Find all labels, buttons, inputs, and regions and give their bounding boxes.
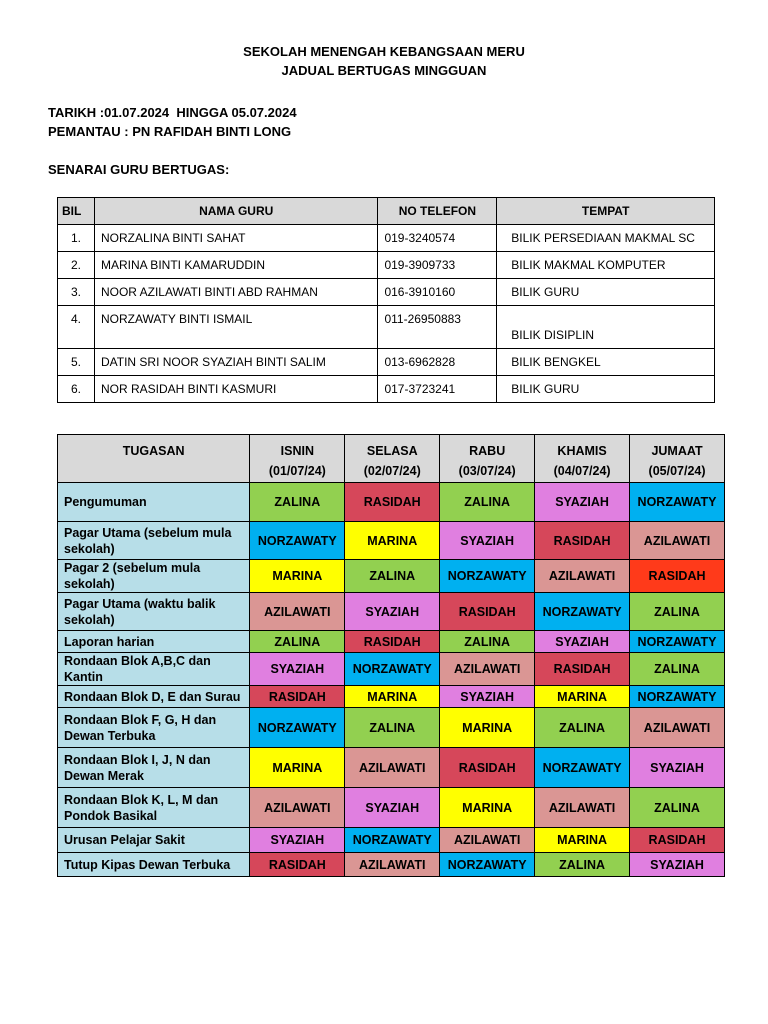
duty-cell: ZALINA bbox=[630, 653, 725, 686]
duty-cell: NORZAWATY bbox=[630, 483, 725, 522]
duty-cell: MARINA bbox=[535, 686, 630, 708]
teacher-list-table bbox=[57, 197, 715, 403]
phone-cell: 019-3240574 bbox=[378, 225, 497, 252]
table-row bbox=[58, 376, 715, 403]
teacher-name-cell: NORZAWATY BINTI ISMAIL bbox=[94, 306, 377, 349]
duty-cell: NORZAWATY bbox=[345, 828, 440, 853]
table-row bbox=[58, 653, 725, 686]
bil-cell: 4. bbox=[58, 306, 95, 349]
duty-cell: NORZAWATY bbox=[630, 631, 725, 653]
date-range: TARIKH :01.07.2024 HINGGA 05.07.2024 bbox=[48, 105, 297, 120]
duty-cell: RASIDAH bbox=[630, 560, 725, 593]
duty-cell: ZALINA bbox=[345, 560, 440, 593]
duty-cell: NORZAWATY bbox=[440, 853, 535, 877]
col-header-day bbox=[345, 435, 440, 483]
day-name: JUMAAT bbox=[651, 444, 703, 458]
duty-cell: MARINA bbox=[440, 708, 535, 748]
day-name: SELASA bbox=[366, 444, 418, 458]
day-date: (02/07/24) bbox=[363, 464, 421, 478]
task-cell: Rondaan Blok K, L, M dan Pondok Basikal bbox=[58, 788, 250, 828]
duty-cell: SYAZIAH bbox=[535, 483, 630, 522]
duty-cell: NORZAWATY bbox=[440, 560, 535, 593]
schedule-header-row bbox=[58, 435, 725, 483]
table-row bbox=[58, 788, 725, 828]
duty-cell: NORZAWATY bbox=[535, 593, 630, 631]
duty-cell: ZALINA bbox=[630, 788, 725, 828]
teacher-list-heading: SENARAI GURU BERTUGAS: bbox=[48, 162, 230, 177]
task-cell: Urusan Pelajar Sakit bbox=[58, 828, 250, 853]
location-cell: BILIK DISIPLIN bbox=[497, 306, 715, 349]
table-row bbox=[58, 593, 725, 631]
duty-cell: SYAZIAH bbox=[535, 631, 630, 653]
table-row bbox=[58, 252, 715, 279]
school-name: SEKOLAH MENENGAH KEBANGSAAN MERU bbox=[243, 44, 525, 59]
duty-cell: RASIDAH bbox=[345, 631, 440, 653]
duty-cell: SYAZIAH bbox=[440, 522, 535, 560]
duty-cell: AZILAWATI bbox=[535, 560, 630, 593]
duty-cell: MARINA bbox=[250, 748, 345, 788]
table-row bbox=[58, 522, 725, 560]
col-header-nama: NAMA GURU bbox=[94, 198, 377, 225]
document-title: JADUAL BERTUGAS MINGGUAN bbox=[281, 63, 487, 78]
task-cell: Pagar 2 (sebelum mula sekolah) bbox=[58, 560, 250, 593]
phone-cell: 017-3723241 bbox=[378, 376, 497, 403]
task-cell: Rondaan Blok I, J, N dan Dewan Merak bbox=[58, 748, 250, 788]
task-cell: Rondaan Blok D, E dan Surau bbox=[58, 686, 250, 708]
day-name: RABU bbox=[469, 444, 506, 458]
table-row bbox=[58, 853, 725, 877]
phone-cell: 019-3909733 bbox=[378, 252, 497, 279]
day-date: (05/07/24) bbox=[648, 464, 706, 478]
duty-cell: AZILAWATI bbox=[630, 522, 725, 560]
col-header-day bbox=[535, 435, 630, 483]
duty-cell: MARINA bbox=[345, 686, 440, 708]
table-row bbox=[58, 349, 715, 376]
duty-cell: MARINA bbox=[440, 788, 535, 828]
col-header-day bbox=[630, 435, 725, 483]
table-row bbox=[58, 225, 715, 252]
table-row bbox=[58, 560, 725, 593]
duty-schedule-table bbox=[57, 434, 725, 877]
duty-cell: SYAZIAH bbox=[630, 853, 725, 877]
duty-cell: ZALINA bbox=[345, 708, 440, 748]
duty-cell: AZILAWATI bbox=[250, 593, 345, 631]
duty-cell: NORZAWATY bbox=[345, 653, 440, 686]
day-date: (03/07/24) bbox=[458, 464, 516, 478]
duty-cell: RASIDAH bbox=[440, 748, 535, 788]
table-row bbox=[58, 828, 725, 853]
location-cell: BILIK GURU bbox=[497, 279, 715, 306]
bil-cell: 2. bbox=[58, 252, 95, 279]
teacher-name-cell: DATIN SRI NOOR SYAZIAH BINTI SALIM bbox=[94, 349, 377, 376]
duty-cell: SYAZIAH bbox=[345, 593, 440, 631]
bil-cell: 5. bbox=[58, 349, 95, 376]
location-cell: BILIK GURU bbox=[497, 376, 715, 403]
teacher-name-cell: NOOR AZILAWATI BINTI ABD RAHMAN bbox=[94, 279, 377, 306]
duty-cell: RASIDAH bbox=[250, 686, 345, 708]
table-row bbox=[58, 279, 715, 306]
table-row bbox=[58, 631, 725, 653]
task-cell: Rondaan Blok F, G, H dan Dewan Terbuka bbox=[58, 708, 250, 748]
duty-cell: NORZAWATY bbox=[250, 708, 345, 748]
duty-cell: ZALINA bbox=[250, 631, 345, 653]
phone-cell: 016-3910160 bbox=[378, 279, 497, 306]
teacher-table-header-row bbox=[58, 198, 715, 225]
day-date: (01/07/24) bbox=[268, 464, 326, 478]
duty-cell: RASIDAH bbox=[440, 593, 535, 631]
duty-cell: SYAZIAH bbox=[250, 653, 345, 686]
day-name: ISNIN bbox=[280, 444, 314, 458]
location-cell: BILIK MAKMAL KOMPUTER bbox=[497, 252, 715, 279]
duty-cell: MARINA bbox=[250, 560, 345, 593]
location-cell: BILIK BENGKEL bbox=[497, 349, 715, 376]
duty-cell: RASIDAH bbox=[345, 483, 440, 522]
location-cell: BILIK PERSEDIAAN MAKMAL SC bbox=[497, 225, 715, 252]
duty-cell: ZALINA bbox=[535, 708, 630, 748]
duty-cell: SYAZIAH bbox=[630, 748, 725, 788]
duty-cell: ZALINA bbox=[630, 593, 725, 631]
col-header-tempat: TEMPAT bbox=[497, 198, 715, 225]
col-header-bil: BIL bbox=[58, 198, 95, 225]
duty-cell: ZALINA bbox=[250, 483, 345, 522]
duty-cell: AZILAWATI bbox=[250, 788, 345, 828]
duty-cell: AZILAWATI bbox=[345, 748, 440, 788]
duty-cell: AZILAWATI bbox=[630, 708, 725, 748]
col-header-day bbox=[440, 435, 535, 483]
col-header-day bbox=[250, 435, 345, 483]
duty-cell: NORZAWATY bbox=[630, 686, 725, 708]
table-row bbox=[58, 483, 725, 522]
task-cell: Rondaan Blok A,B,C dan Kantin bbox=[58, 653, 250, 686]
duty-cell: AZILAWATI bbox=[440, 828, 535, 853]
day-date: (04/07/24) bbox=[553, 464, 611, 478]
duty-cell: NORZAWATY bbox=[250, 522, 345, 560]
duty-cell: ZALINA bbox=[535, 853, 630, 877]
col-header-tugasan: TUGASAN bbox=[58, 435, 250, 483]
duty-cell: SYAZIAH bbox=[345, 788, 440, 828]
duty-cell: NORZAWATY bbox=[535, 748, 630, 788]
duty-cell: SYAZIAH bbox=[250, 828, 345, 853]
duty-cell: AZILAWATI bbox=[345, 853, 440, 877]
col-header-telefon: NO TELEFON bbox=[378, 198, 497, 225]
duty-cell: RASIDAH bbox=[250, 853, 345, 877]
phone-cell: 011-26950883 bbox=[378, 306, 497, 349]
duty-cell: SYAZIAH bbox=[440, 686, 535, 708]
task-cell: Tutup Kipas Dewan Terbuka bbox=[58, 853, 250, 877]
task-cell: Laporan harian bbox=[58, 631, 250, 653]
bil-cell: 3. bbox=[58, 279, 95, 306]
supervisor: PEMANTAU : PN RAFIDAH BINTI LONG bbox=[48, 124, 292, 139]
table-row bbox=[58, 708, 725, 748]
teacher-name-cell: NORZALINA BINTI SAHAT bbox=[94, 225, 377, 252]
duty-cell: RASIDAH bbox=[535, 522, 630, 560]
phone-cell: 013-6962828 bbox=[378, 349, 497, 376]
day-name: KHAMIS bbox=[557, 444, 607, 458]
duty-cell: RASIDAH bbox=[630, 828, 725, 853]
duty-cell: RASIDAH bbox=[535, 653, 630, 686]
bil-cell: 1. bbox=[58, 225, 95, 252]
duty-cell: ZALINA bbox=[440, 631, 535, 653]
table-row bbox=[58, 748, 725, 788]
duty-cell: AZILAWATI bbox=[535, 788, 630, 828]
table-row bbox=[58, 686, 725, 708]
duty-cell: ZALINA bbox=[440, 483, 535, 522]
bil-cell: 6. bbox=[58, 376, 95, 403]
task-cell: Pengumuman bbox=[58, 483, 250, 522]
duty-cell: MARINA bbox=[345, 522, 440, 560]
table-row bbox=[58, 306, 715, 349]
task-cell: Pagar Utama (sebelum mula sekolah) bbox=[58, 522, 250, 560]
task-cell: Pagar Utama (waktu balik sekolah) bbox=[58, 593, 250, 631]
duty-cell: MARINA bbox=[535, 828, 630, 853]
duty-cell: AZILAWATI bbox=[440, 653, 535, 686]
teacher-name-cell: MARINA BINTI KAMARUDDIN bbox=[94, 252, 377, 279]
teacher-name-cell: NOR RASIDAH BINTI KASMURI bbox=[94, 376, 377, 403]
